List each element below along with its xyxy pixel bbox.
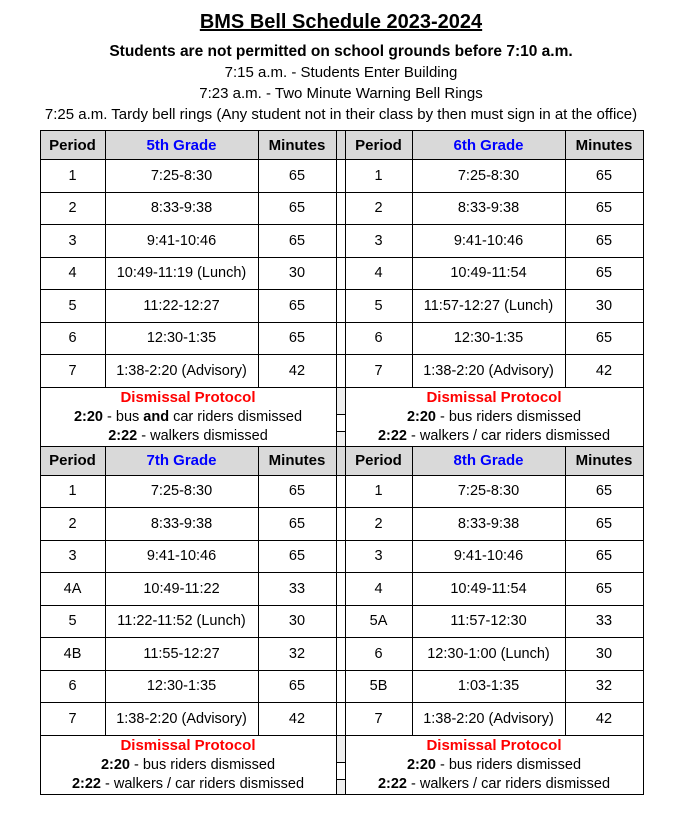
minutes-cell: 33 — [565, 605, 643, 638]
time-cell: 9:41-10:46 — [105, 225, 258, 258]
minutes-cell: 42 — [565, 355, 643, 388]
period-cell: 1 — [40, 160, 105, 193]
period-cell: 5 — [40, 605, 105, 638]
minutes-cell: 65 — [565, 257, 643, 290]
table-gutter — [336, 446, 345, 475]
bell-schedule-table — [40, 130, 644, 795]
period-cell: 6 — [345, 638, 412, 671]
period-header: Period — [345, 131, 412, 160]
period-cell: 2 — [345, 508, 412, 541]
dismissal-text: - walkers / car riders dismissed — [406, 427, 611, 444]
gutter-notch — [337, 414, 345, 432]
schedule-row — [40, 540, 643, 573]
table-gutter — [336, 670, 345, 703]
info-line-warning: 7:23 a.m. - Two Minute Warning Bell Rings — [199, 85, 483, 102]
dismissal-line — [346, 427, 643, 446]
table-gutter — [336, 387, 345, 446]
time-cell: 9:41-10:46 — [105, 540, 258, 573]
period-cell: 4 — [345, 573, 412, 606]
time-cell: 7:25-8:30 — [412, 160, 565, 193]
schedule-row — [40, 290, 643, 323]
minutes-cell: 65 — [258, 508, 336, 541]
schedule-row — [40, 475, 643, 508]
dismissal-text: - bus riders dismissed — [129, 756, 276, 773]
period-cell: 1 — [345, 475, 412, 508]
minutes-cell: 65 — [258, 290, 336, 323]
time-cell: 10:49-11:54 — [412, 573, 565, 606]
period-cell: 2 — [345, 192, 412, 225]
dismissal-title: Dismissal Protocol — [426, 388, 562, 406]
minutes-cell: 65 — [565, 160, 643, 193]
schedule-row — [40, 508, 643, 541]
time-cell: 11:57-12:27 (Lunch) — [412, 290, 565, 323]
period-cell: 7 — [345, 703, 412, 736]
info-line-enter: 7:15 a.m. - Students Enter Building — [224, 64, 458, 81]
table-gutter — [336, 290, 345, 323]
grounds-notice: Students are not permitted on school grounds before 7:10 a.m. — [109, 43, 573, 60]
time-cell: 1:03-1:35 — [412, 670, 565, 703]
dismissal-line — [41, 427, 336, 446]
period-cell: 6 — [345, 322, 412, 355]
gutter-notch — [337, 762, 345, 780]
grade-header-7th: 7th Grade — [105, 446, 258, 475]
table-gutter — [336, 225, 345, 258]
dismissal-protocol-7th — [40, 735, 336, 794]
period-cell: 7 — [40, 703, 105, 736]
schedule-row — [40, 192, 643, 225]
dismissal-time: 2:20 — [73, 408, 103, 425]
dismissal-line — [346, 756, 643, 775]
table-gutter — [336, 257, 345, 290]
minutes-cell: 65 — [258, 670, 336, 703]
info-line-tardy: 7:25 a.m. Tardy bell rings (Any student not in their class by then must sign in at the office) — [44, 106, 638, 123]
table-gutter — [336, 638, 345, 671]
dismissal-text: - walkers / car riders dismissed — [406, 775, 611, 792]
period-header: Period — [40, 131, 105, 160]
minutes-cell: 65 — [258, 160, 336, 193]
schedule-row — [40, 605, 643, 638]
table-gutter — [336, 160, 345, 193]
minutes-cell: 65 — [258, 475, 336, 508]
document-header — [0, 0, 682, 123]
schedule-row — [40, 257, 643, 290]
minutes-cell: 65 — [565, 573, 643, 606]
grade-header-5th: 5th Grade — [105, 131, 258, 160]
period-cell: 3 — [40, 540, 105, 573]
minutes-cell: 65 — [565, 540, 643, 573]
time-cell: 9:41-10:46 — [412, 225, 565, 258]
minutes-cell: 65 — [565, 508, 643, 541]
time-cell: 9:41-10:46 — [412, 540, 565, 573]
period-header: Period — [40, 446, 105, 475]
table-gutter — [336, 735, 345, 794]
time-cell: 12:30-1:35 — [105, 322, 258, 355]
minutes-cell: 30 — [258, 605, 336, 638]
period-cell: 2 — [40, 192, 105, 225]
dismissal-text: - walkers / car riders dismissed — [100, 775, 305, 792]
dismissal-line — [346, 408, 643, 427]
dismissal-protocol-6th — [345, 387, 643, 446]
time-cell: 11:22-11:52 (Lunch) — [105, 605, 258, 638]
table-gutter — [336, 131, 345, 160]
period-cell: 5B — [345, 670, 412, 703]
time-cell: 1:38-2:20 (Advisory) — [412, 703, 565, 736]
table-gutter — [336, 703, 345, 736]
period-cell: 4A — [40, 573, 105, 606]
minutes-cell: 30 — [258, 257, 336, 290]
minutes-cell: 42 — [258, 703, 336, 736]
minutes-cell: 65 — [565, 192, 643, 225]
period-cell: 4B — [40, 638, 105, 671]
dismissal-title: Dismissal Protocol — [426, 736, 562, 754]
time-cell: 10:49-11:54 — [412, 257, 565, 290]
time-cell: 7:25-8:30 — [412, 475, 565, 508]
schedule-row — [40, 225, 643, 258]
dismissal-time: 2:22 — [377, 427, 407, 444]
dismissal-time: 2:20 — [100, 756, 130, 773]
dismissal-time: 2:20 — [406, 408, 436, 425]
grade-header-6th: 6th Grade — [412, 131, 565, 160]
minutes-cell: 32 — [565, 670, 643, 703]
time-cell: 7:25-8:30 — [105, 475, 258, 508]
dismissal-time: 2:22 — [108, 427, 138, 444]
minutes-cell: 65 — [258, 322, 336, 355]
minutes-cell: 65 — [565, 475, 643, 508]
period-cell: 1 — [345, 160, 412, 193]
table-gutter — [336, 355, 345, 388]
grade-header-8th: 8th Grade — [412, 446, 565, 475]
period-cell: 1 — [40, 475, 105, 508]
time-cell: 11:57-12:30 — [412, 605, 565, 638]
period-cell: 6 — [40, 670, 105, 703]
time-cell: 8:33-9:38 — [105, 192, 258, 225]
minutes-cell: 30 — [565, 290, 643, 323]
period-cell: 7 — [345, 355, 412, 388]
schedule-row — [40, 322, 643, 355]
time-cell: 8:33-9:38 — [105, 508, 258, 541]
dismissal-line — [41, 775, 336, 794]
minutes-cell: 65 — [565, 322, 643, 355]
dismissal-line — [346, 775, 643, 794]
time-cell: 12:30-1:35 — [105, 670, 258, 703]
period-cell: 3 — [40, 225, 105, 258]
minutes-header: Minutes — [565, 131, 643, 160]
header-row-5th-6th — [40, 131, 643, 160]
schedule-row — [40, 160, 643, 193]
time-cell: 1:38-2:20 (Advisory) — [105, 355, 258, 388]
time-cell: 8:33-9:38 — [412, 508, 565, 541]
dismissal-text: car riders dismissed — [169, 408, 303, 425]
time-cell: 11:22-12:27 — [105, 290, 258, 323]
minutes-cell: 33 — [258, 573, 336, 606]
schedule-row — [40, 573, 643, 606]
period-cell: 4 — [345, 257, 412, 290]
minutes-cell: 42 — [258, 355, 336, 388]
dismissal-time: 2:20 — [406, 756, 436, 773]
table-gutter — [336, 192, 345, 225]
table-gutter — [336, 605, 345, 638]
dismissal-text: - bus riders dismissed — [435, 756, 582, 773]
minutes-cell: 42 — [565, 703, 643, 736]
dismissal-protocol-5th — [40, 387, 336, 446]
time-cell: 7:25-8:30 — [105, 160, 258, 193]
table-gutter — [336, 508, 345, 541]
period-cell: 7 — [40, 355, 105, 388]
time-cell: 12:30-1:35 — [412, 322, 565, 355]
period-header: Period — [345, 446, 412, 475]
time-cell: 11:55-12:27 — [105, 638, 258, 671]
dismissal-text-bold: and — [143, 408, 170, 425]
time-cell: 1:38-2:20 (Advisory) — [412, 355, 565, 388]
table-gutter — [336, 322, 345, 355]
minutes-cell: 65 — [258, 540, 336, 573]
dismissal-line — [41, 408, 336, 427]
dismissal-line — [41, 756, 336, 775]
minutes-cell: 65 — [258, 225, 336, 258]
time-cell: 12:30-1:00 (Lunch) — [412, 638, 565, 671]
dismissal-protocol-8th — [345, 735, 643, 794]
header-row-7th-8th — [40, 446, 643, 475]
schedule-table-wrap — [40, 130, 643, 795]
period-cell: 3 — [345, 225, 412, 258]
dismissal-row — [40, 387, 643, 446]
minutes-header: Minutes — [565, 446, 643, 475]
period-cell: 6 — [40, 322, 105, 355]
period-cell: 5A — [345, 605, 412, 638]
dismissal-text: - walkers dismissed — [137, 427, 268, 444]
dismissal-title: Dismissal Protocol — [120, 388, 256, 406]
minutes-cell: 32 — [258, 638, 336, 671]
dismissal-row — [40, 735, 643, 794]
dismissal-text: - bus riders dismissed — [435, 408, 582, 425]
schedule-row — [40, 703, 643, 736]
dismissal-time: 2:22 — [377, 775, 407, 792]
dismissal-text: - bus — [103, 408, 144, 425]
schedule-row — [40, 670, 643, 703]
schedule-row — [40, 355, 643, 388]
period-cell: 3 — [345, 540, 412, 573]
time-cell: 8:33-9:38 — [412, 192, 565, 225]
table-gutter — [336, 475, 345, 508]
dismissal-time: 2:22 — [71, 775, 101, 792]
minutes-cell: 65 — [258, 192, 336, 225]
time-cell: 10:49-11:19 (Lunch) — [105, 257, 258, 290]
period-cell: 4 — [40, 257, 105, 290]
dismissal-title: Dismissal Protocol — [120, 736, 256, 754]
time-cell: 10:49-11:22 — [105, 573, 258, 606]
time-cell: 1:38-2:20 (Advisory) — [105, 703, 258, 736]
minutes-header: Minutes — [258, 131, 336, 160]
minutes-cell: 65 — [565, 225, 643, 258]
table-gutter — [336, 540, 345, 573]
page-title: BMS Bell Schedule 2023-2024 — [199, 11, 483, 33]
period-cell: 2 — [40, 508, 105, 541]
period-cell: 5 — [40, 290, 105, 323]
minutes-cell: 30 — [565, 638, 643, 671]
table-gutter — [336, 573, 345, 606]
minutes-header: Minutes — [258, 446, 336, 475]
schedule-row — [40, 638, 643, 671]
period-cell: 5 — [345, 290, 412, 323]
